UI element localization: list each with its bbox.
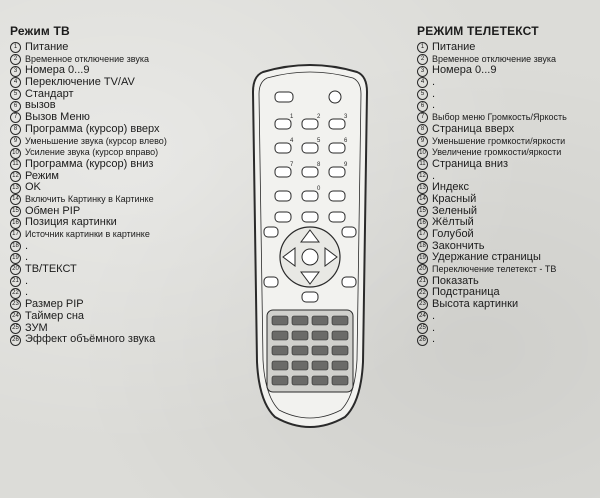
remote-control-drawing	[245, 62, 375, 432]
small-panel-button-shape	[332, 376, 348, 385]
small-panel-button-shape	[332, 346, 348, 355]
small-panel-button-shape	[332, 361, 348, 370]
mute-button-shape	[275, 92, 293, 102]
item-label: .	[25, 251, 29, 264]
function-button-shape	[329, 212, 345, 222]
digit-label: 2	[317, 114, 321, 120]
list-item	[417, 159, 597, 171]
list-item	[417, 252, 597, 264]
item-number-badge: 13	[10, 183, 21, 194]
list-item	[10, 194, 245, 206]
digit-button-shape	[275, 119, 291, 129]
tv-mode-list	[10, 42, 245, 346]
list-item	[10, 136, 245, 148]
item-label: Переключение телетекст - ТВ	[432, 264, 557, 275]
digit-label: 0	[317, 186, 321, 192]
item-number-badge: 24	[417, 311, 428, 322]
item-number-badge: 3	[417, 66, 428, 77]
item-number-badge: 18	[417, 241, 428, 252]
item-label: Питание	[25, 41, 69, 53]
list-item	[10, 276, 245, 288]
item-number-badge: 22	[10, 288, 21, 299]
item-label: ЗУМ	[25, 321, 48, 334]
item-number-badge: 10	[417, 148, 428, 159]
item-number-badge: 5	[10, 89, 21, 100]
item-number-badge: 3	[10, 66, 21, 77]
item-number-badge: 26	[417, 335, 428, 346]
item-number-badge: 22	[417, 288, 428, 299]
digit-label: 4	[290, 138, 294, 144]
item-number-badge: 19	[417, 253, 428, 264]
item-number-badge: 17	[417, 229, 428, 240]
small-panel-button-shape	[312, 361, 328, 370]
digit-button-shape	[275, 191, 291, 201]
list-item	[417, 229, 597, 241]
list-item	[417, 311, 597, 323]
item-label: Жёлтый	[432, 216, 474, 229]
digit-label: 1	[290, 114, 294, 120]
list-item	[10, 311, 245, 323]
list-item	[10, 334, 245, 346]
item-label: .	[432, 333, 436, 346]
item-label: .	[25, 274, 29, 287]
item-number-badge: 2	[10, 54, 21, 65]
item-number-badge: 17	[10, 229, 21, 240]
item-label: Программа (курсор) вниз	[25, 157, 154, 170]
item-number-badge: 10	[10, 148, 21, 159]
item-label: Размер PIP	[25, 298, 84, 311]
small-panel-button-shape	[312, 316, 328, 325]
list-item	[10, 77, 245, 89]
item-label: Обмен PIP	[25, 204, 81, 217]
digit-label: 8	[317, 162, 321, 168]
teletext-mode-column	[417, 24, 597, 346]
item-label: Временное отключение звука	[25, 53, 149, 64]
digit-button-shape	[302, 191, 318, 201]
digit-button-shape	[302, 119, 318, 129]
item-label: Высота картинки	[432, 298, 519, 311]
list-item	[417, 100, 597, 112]
list-item	[10, 241, 245, 253]
list-item	[10, 229, 245, 241]
item-label: Подстраница	[432, 286, 500, 299]
item-number-badge: 20	[10, 264, 21, 275]
item-label: Удержание страницы	[432, 251, 541, 264]
small-panel-button-shape	[292, 376, 308, 385]
item-label: Временное отключение звука	[432, 53, 556, 64]
list-item	[10, 217, 245, 229]
item-number-badge: 8	[10, 124, 21, 135]
item-number-badge: 9	[10, 136, 21, 147]
item-label: Голубой	[432, 228, 474, 240]
item-number-badge: 14	[417, 194, 428, 205]
item-label: .	[432, 309, 436, 322]
item-number-badge: 25	[10, 323, 21, 334]
list-item	[417, 42, 597, 54]
item-label: Питание	[432, 41, 476, 53]
digit-button-shape	[275, 143, 291, 153]
item-label: Уменьшение громкости/яркости	[432, 135, 566, 146]
item-number-badge: 24	[10, 311, 21, 322]
tv-mode-title: Режим ТВ	[10, 24, 70, 38]
digit-label: 5	[317, 138, 321, 144]
function-button-shape	[275, 212, 291, 222]
small-panel-button-shape	[312, 331, 328, 340]
list-item	[417, 124, 597, 136]
small-panel-button-shape	[292, 316, 308, 325]
item-number-badge: 16	[417, 218, 428, 229]
item-label: Зеленый	[432, 204, 478, 217]
digit-label: 9	[344, 162, 348, 168]
bottom-faded-area	[0, 430, 600, 498]
item-number-badge: 18	[10, 241, 21, 252]
menu-button-shape	[302, 292, 318, 302]
item-label: Эффект объёмного звука	[25, 333, 156, 346]
item-number-badge: 26	[10, 335, 21, 346]
list-item	[10, 264, 245, 276]
small-panel-button-shape	[272, 331, 288, 340]
item-label: Увеличение громкости/яркости	[432, 147, 562, 158]
list-item	[10, 124, 245, 136]
list-item	[417, 89, 597, 101]
item-number-badge: 25	[417, 323, 428, 334]
item-label: .	[25, 239, 29, 252]
digit-button-shape	[329, 119, 345, 129]
item-label: Позиция картинки	[25, 216, 117, 229]
list-item	[417, 194, 597, 206]
digit-label: 7	[290, 162, 294, 168]
item-label: Номера 0...9	[25, 64, 90, 77]
item-number-badge: 13	[417, 183, 428, 194]
item-label: .	[432, 99, 436, 112]
item-label: .	[432, 76, 436, 89]
item-label: .	[25, 286, 29, 299]
small-panel-button-shape	[272, 361, 288, 370]
item-label: Включить Картинку в Картинке	[25, 193, 154, 204]
item-number-badge: 8	[417, 124, 428, 135]
item-label: Страница вверх	[432, 122, 515, 135]
list-item	[10, 159, 245, 171]
side-button-shape	[264, 227, 278, 237]
digit-label: 6	[344, 138, 348, 144]
item-number-badge: 15	[417, 206, 428, 217]
item-number-badge: 23	[10, 299, 21, 310]
item-number-badge: 12	[10, 171, 21, 182]
item-number-badge: 14	[10, 194, 21, 205]
item-label: Усиление звука (курсор вправо)	[25, 147, 159, 158]
item-number-badge: 21	[10, 276, 21, 287]
item-number-badge: 15	[10, 206, 21, 217]
item-label: .	[432, 169, 436, 182]
digit-button-shape	[329, 191, 345, 201]
list-item	[417, 65, 597, 77]
small-panel-button-shape	[292, 361, 308, 370]
item-label: Программа (курсор) вверх	[25, 122, 160, 135]
list-item	[10, 182, 245, 194]
power-button-shape	[329, 91, 341, 103]
item-label: Закончить	[432, 239, 485, 252]
item-number-badge: 19	[10, 253, 21, 264]
function-button-shape	[302, 212, 318, 222]
item-label: Переключение TV/AV	[25, 76, 135, 89]
item-label: ТВ/ТЕКСТ	[25, 263, 77, 276]
item-number-badge: 1	[10, 42, 21, 53]
digit-button-shape	[302, 143, 318, 153]
list-item	[417, 323, 597, 335]
digit-button-shape	[329, 167, 345, 177]
item-label: Выбор меню Громкость/Яркость	[432, 112, 567, 123]
item-number-badge: 11	[417, 159, 428, 170]
small-panel-button-shape	[272, 346, 288, 355]
small-panel-button-shape	[312, 346, 328, 355]
item-number-badge: 2	[417, 54, 428, 65]
item-label: Источник картинки в картинке	[25, 229, 150, 239]
item-number-badge: 9	[417, 136, 428, 147]
item-label: .	[432, 321, 436, 334]
small-panel-button-shape	[312, 376, 328, 385]
item-number-badge: 7	[417, 112, 428, 123]
item-label: OK	[25, 181, 41, 194]
dpad-ok-button	[302, 249, 318, 265]
list-item	[417, 77, 597, 89]
item-label: .	[432, 87, 436, 100]
digit-label: 3	[344, 114, 348, 120]
item-number-badge: 20	[417, 264, 428, 275]
item-label: вызов	[25, 99, 56, 112]
list-item	[10, 42, 245, 54]
small-panel-button-shape	[332, 331, 348, 340]
item-number-badge: 21	[417, 276, 428, 287]
item-number-badge: 16	[10, 218, 21, 229]
item-number-badge: 1	[417, 42, 428, 53]
small-panel-button-shape	[292, 331, 308, 340]
item-label: Стандарт	[25, 87, 74, 100]
item-number-badge: 5	[417, 89, 428, 100]
remote-control-illustration	[245, 62, 375, 432]
item-number-badge: 11	[10, 159, 21, 170]
teletext-mode-title: РЕЖИМ ТЕЛЕТЕКСТ	[417, 24, 539, 38]
item-label: Таймер сна	[25, 309, 85, 322]
list-item	[417, 334, 597, 346]
list-item	[10, 171, 245, 183]
item-number-badge: 6	[10, 101, 21, 112]
side-button-shape	[264, 277, 278, 287]
small-panel-button-shape	[292, 346, 308, 355]
teletext-mode-list	[417, 42, 597, 346]
item-number-badge: 7	[10, 112, 21, 123]
item-number-badge: 4	[417, 77, 428, 88]
item-label: Страница вниз	[432, 157, 509, 170]
list-item	[417, 299, 597, 311]
item-number-badge: 12	[417, 171, 428, 182]
digit-button-shape	[302, 167, 318, 177]
item-label: Уменьшение звука (курсор влево)	[25, 135, 167, 146]
small-panel-button-shape	[272, 316, 288, 325]
list-item	[417, 136, 597, 148]
item-label: Режим	[25, 169, 59, 182]
small-panel-button-shape	[332, 316, 348, 325]
item-label: Вызов Меню	[25, 111, 90, 124]
side-button-shape	[342, 227, 356, 237]
digit-button-shape	[275, 167, 291, 177]
tv-mode-column	[10, 24, 245, 346]
item-label: Индекс	[432, 181, 469, 194]
item-number-badge: 4	[10, 77, 21, 88]
item-number-badge: 23	[417, 299, 428, 310]
digit-button-shape	[329, 143, 345, 153]
item-label: Красный	[432, 192, 477, 205]
item-label: Показать	[432, 274, 479, 287]
list-item	[417, 264, 597, 276]
small-panel-button-shape	[272, 376, 288, 385]
item-number-badge: 6	[417, 101, 428, 112]
item-label: Номера 0...9	[432, 64, 497, 77]
side-button-shape	[342, 277, 356, 287]
